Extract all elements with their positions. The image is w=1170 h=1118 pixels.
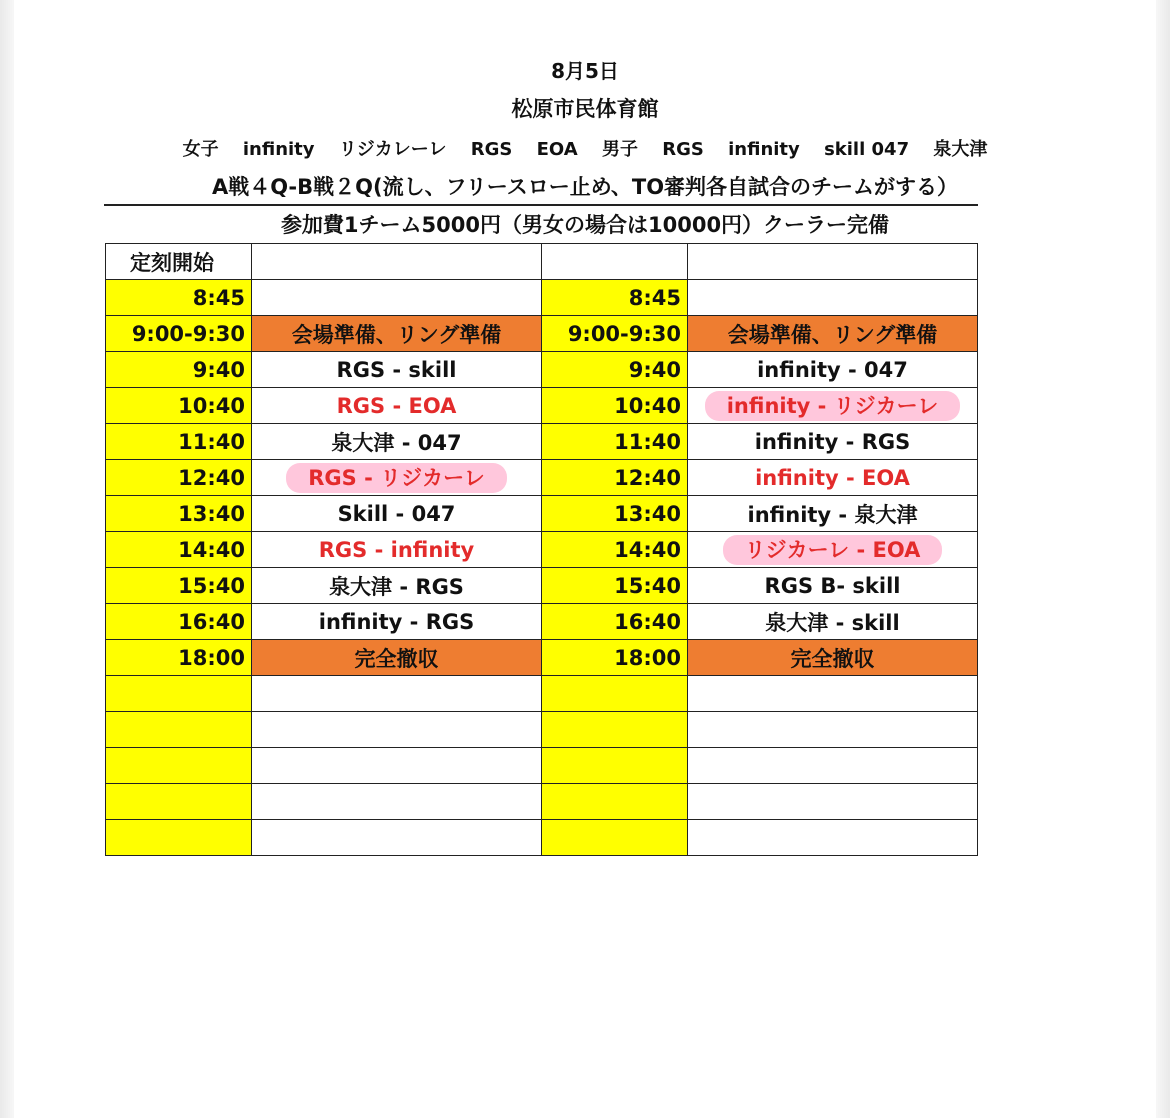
- time-cell: 11:40: [106, 424, 252, 460]
- header-cell-empty: [688, 244, 978, 280]
- time-cell: 11:40: [542, 424, 688, 460]
- header-cell-time: 定刻開始: [106, 244, 252, 280]
- time-cell: [106, 676, 252, 712]
- table-header-row: [106, 244, 978, 280]
- match-cell: RGS - EOA: [252, 388, 542, 424]
- event-date: 8月5日: [551, 59, 619, 83]
- match-cell: [688, 676, 978, 712]
- time-cell: [542, 748, 688, 784]
- time-cell: 8:45: [106, 280, 252, 316]
- empty-row: [106, 748, 978, 784]
- table-row: [106, 496, 978, 532]
- team-name: RGS: [470, 139, 513, 160]
- page-edge-right: [1156, 0, 1170, 1118]
- team-name: リジカレーレ: [338, 139, 447, 160]
- time-cell: 18:00: [106, 640, 252, 676]
- match-cell: [688, 784, 978, 820]
- team-name: skill 047: [824, 139, 910, 160]
- page-edge-left: [0, 0, 14, 1118]
- time-cell: [542, 712, 688, 748]
- match-cell: [688, 712, 978, 748]
- time-cell: [106, 712, 252, 748]
- match-cell: [252, 280, 542, 316]
- time-cell: 13:40: [106, 496, 252, 532]
- team-name: infinity: [242, 139, 315, 160]
- team-name: 泉大津: [933, 139, 988, 160]
- setup-cell: 会場準備、リング準備: [688, 316, 978, 352]
- setup-cell: 会場準備、リング準備: [252, 316, 542, 352]
- team-label-women: 女子: [182, 139, 219, 160]
- team-label-men: 男子: [601, 139, 638, 160]
- match-cell: RGS - infinity: [252, 532, 542, 568]
- time-cell: 15:40: [106, 568, 252, 604]
- match-cell: infinity - 047: [688, 352, 978, 388]
- time-cell: 9:40: [106, 352, 252, 388]
- teardown-cell: 完全撤収: [252, 640, 542, 676]
- table-row: [106, 640, 978, 676]
- time-cell: 16:40: [106, 604, 252, 640]
- time-cell: [106, 820, 252, 856]
- table-row: [106, 280, 978, 316]
- match-cell: RGS - skill: [252, 352, 542, 388]
- time-cell: [542, 820, 688, 856]
- match-cell-highlighted: [688, 532, 978, 568]
- time-cell: 14:40: [542, 532, 688, 568]
- match-cell: [252, 784, 542, 820]
- match-cell: [252, 676, 542, 712]
- empty-row: [106, 712, 978, 748]
- match-cell: [688, 280, 978, 316]
- time-cell: 9:00-9:30: [106, 316, 252, 352]
- team-name: infinity: [728, 139, 800, 160]
- game-rules: A戦４Q-B戦２Q(流し、フリースロー止め、TO審判各自試合のチームがする）: [211, 175, 959, 199]
- schedule-table: [105, 243, 978, 856]
- header-cell-empty: [542, 244, 688, 280]
- match-cell: infinity - RGS: [252, 604, 542, 640]
- table-row: [106, 388, 978, 424]
- match-cell: 泉大津 - 047: [252, 424, 542, 460]
- table-row: [106, 568, 978, 604]
- team-name: EOA: [536, 139, 578, 160]
- highlight-marker: リジカーレ - EOA: [723, 535, 943, 565]
- table-row: [106, 424, 978, 460]
- highlight-marker: infinity - リジカーレ: [705, 391, 961, 421]
- table-row: [106, 352, 978, 388]
- match-cell: 泉大津 - RGS: [252, 568, 542, 604]
- match-cell: Skill - 047: [252, 496, 542, 532]
- header-divider: [104, 204, 978, 206]
- time-cell: 9:00-9:30: [542, 316, 688, 352]
- empty-row: [106, 820, 978, 856]
- time-cell: 18:00: [542, 640, 688, 676]
- match-cell: [252, 748, 542, 784]
- time-cell: 16:40: [542, 604, 688, 640]
- match-cell: infinity - 泉大津: [688, 496, 978, 532]
- empty-row: [106, 784, 978, 820]
- match-cell: [688, 820, 978, 856]
- match-cell: infinity - RGS: [688, 424, 978, 460]
- match-cell: [252, 820, 542, 856]
- highlight-marker: RGS - リジカーレ: [286, 463, 506, 493]
- time-cell: 9:40: [542, 352, 688, 388]
- match-cell: RGS B- skill: [688, 568, 978, 604]
- match-cell: [688, 748, 978, 784]
- teardown-cell: 完全撤収: [688, 640, 978, 676]
- time-cell: 10:40: [106, 388, 252, 424]
- match-cell-highlighted: [688, 388, 978, 424]
- table-row: [106, 532, 978, 568]
- time-cell: 13:40: [542, 496, 688, 532]
- time-cell: [106, 784, 252, 820]
- header-cell-empty: [252, 244, 542, 280]
- empty-row: [106, 676, 978, 712]
- match-cell: [252, 712, 542, 748]
- table-row: [106, 604, 978, 640]
- match-cell: 泉大津 - skill: [688, 604, 978, 640]
- table-row: [106, 316, 978, 352]
- time-cell: 8:45: [542, 280, 688, 316]
- match-cell: infinity - EOA: [688, 460, 978, 496]
- time-cell: 12:40: [106, 460, 252, 496]
- team-list: [0, 135, 1170, 161]
- time-cell: [106, 748, 252, 784]
- table-row: [106, 460, 978, 496]
- time-cell: 14:40: [106, 532, 252, 568]
- team-name: RGS: [662, 139, 704, 160]
- time-cell: 10:40: [542, 388, 688, 424]
- time-cell: [542, 784, 688, 820]
- time-cell: [542, 676, 688, 712]
- match-cell-highlighted: [252, 460, 542, 496]
- time-cell: 15:40: [542, 568, 688, 604]
- event-venue: 松原市民体育館: [511, 97, 659, 121]
- entry-fee: 参加費1チーム5000円（男女の場合は10000円）クーラー完備: [280, 213, 890, 237]
- time-cell: 12:40: [542, 460, 688, 496]
